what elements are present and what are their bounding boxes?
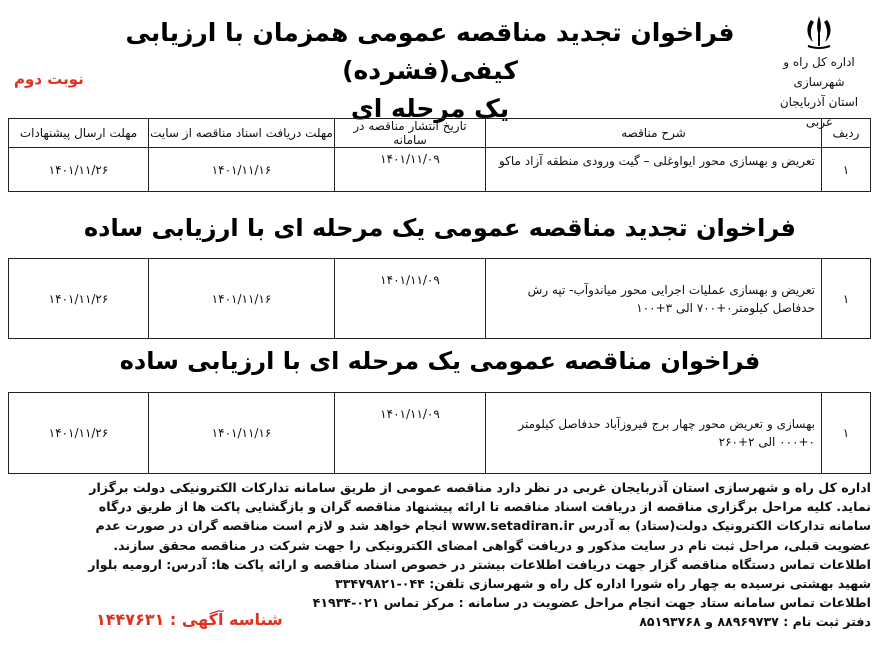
org-line-2: استان آذربایجان غربی bbox=[779, 95, 859, 129]
tender-description: بهسازی و تعریض محور چهار برج فیروزآباد حدفاصل کیلومتر ۰+۰۰۰ الی ۲+۲۶۰ bbox=[486, 393, 822, 474]
table-header-row bbox=[9, 119, 871, 148]
body-line: سامانه تدارکات الکترونیک دولت(ستاد) به آدرس www.setadiran.ir انجام خواهد شد و لازم است مناقصه گران در صورت عدم bbox=[95, 518, 871, 534]
section-3-title: فراخوان مناقصه عمومی یک مرحله ای با ارزیابی ساده bbox=[119, 347, 761, 375]
title-line-2: یک مرحله ای bbox=[350, 94, 510, 123]
announcement-body bbox=[10, 478, 871, 632]
tender-description: تعریض و بهسازی عملیات اجرایی محور میاندوآب- تپه رش حدفاصل کیلومتر۰+۷۰۰ الی ۳+۱۰۰ bbox=[486, 259, 822, 339]
header-cell: مهلت دریافت اسناد مناقصه از سایت bbox=[149, 119, 335, 148]
submit-deadline: ۱۴۰۱/۱۱/۲۶ bbox=[9, 148, 149, 192]
tender-description: تعریض و بهسازی محور ایواوغلی – گیت ورودی منطقه آزاد ماکو bbox=[486, 148, 822, 192]
ad-code: شناسه آگهی : ۱۴۴۷۶۳۱ bbox=[96, 610, 283, 629]
tender-table-1 bbox=[8, 118, 871, 192]
main-title bbox=[100, 14, 760, 128]
tender-table-2 bbox=[8, 258, 871, 339]
publish-date: ۱۴۰۱/۱۱/۰۹ bbox=[335, 393, 486, 474]
submit-deadline: ۱۴۰۱/۱۱/۲۶ bbox=[9, 259, 149, 339]
org-line-1: اداره کل راه و شهرسازی bbox=[783, 55, 855, 89]
section-2-title: فراخوان تجدید مناقصه عمومی یک مرحله ای با ارزیابی ساده bbox=[84, 214, 796, 242]
tender-table-3 bbox=[8, 392, 871, 474]
row-number: ۱ bbox=[822, 259, 871, 339]
body-line: نماید. کلیه مراحل برگزاری مناقصه از دریافت اسناد مناقصه تا ارائه پیشنهاد مناقصه گران و بازگشایی پاکت ها از طریق درگاه bbox=[98, 499, 871, 515]
table-row bbox=[9, 259, 871, 339]
body-line: اطلاعات تماس دستگاه مناقصه گزار جهت دریافت اطلاعات بیشتر در خصوص اسناد مناقصه و ارائه پاکت ها: آدرس: ارومیه بلوار bbox=[88, 556, 871, 572]
submit-deadline: ۱۴۰۱/۱۱/۲۶ bbox=[9, 393, 149, 474]
doc-deadline: ۱۴۰۱/۱۱/۱۶ bbox=[149, 148, 335, 192]
row-number: ۱ bbox=[822, 148, 871, 192]
body-line: اطلاعات تماس سامانه ستاد جهت انجام مراحل عضویت در سامانه : مرکز تماس ۰۲۱-۴۱۹۳۴ bbox=[312, 595, 871, 611]
doc-deadline: ۱۴۰۱/۱۱/۱۶ bbox=[149, 259, 335, 339]
body-line: اداره کل راه و شهرسازی استان آذربایجان غربی در نظر دارد مناقصه عمومی از طریق سامانه تدارکات الکترونیکی دولت برگزار bbox=[89, 480, 871, 495]
row-number: ۱ bbox=[822, 393, 871, 474]
table-row bbox=[9, 148, 871, 192]
publish-date: ۱۴۰۱/۱۱/۰۹ bbox=[335, 259, 486, 339]
doc-deadline: ۱۴۰۱/۱۱/۱۶ bbox=[149, 393, 335, 474]
publish-date: ۱۴۰۱/۱۱/۰۹ bbox=[335, 148, 486, 192]
body-line: دفتر ثبت نام : ۸۸۹۶۹۷۳۷ و ۸۵۱۹۳۷۶۸ bbox=[639, 614, 871, 630]
header-cell: تاریخ انتشار مناقصه در سامانه bbox=[335, 119, 486, 148]
header-cell: شرح مناقصه bbox=[486, 119, 822, 148]
header-cell: ردیف bbox=[822, 119, 871, 148]
body-line: شهید بهشتی نرسیده به چهار راه شورا اداره کل راه و شهرسازی تلفن: ۰۴۴-۳۳۴۷۹۸۲۱ bbox=[335, 576, 871, 592]
table-row bbox=[9, 393, 871, 474]
header-cell: مهلت ارسال پیشنهادات bbox=[9, 119, 149, 148]
iran-emblem-icon bbox=[802, 14, 836, 50]
round-label: نوبت دوم bbox=[14, 70, 84, 88]
body-line: عضویت قبلی، مراحل ثبت نام در سایت مذکور و دریافت گواهی امضای الکترونیکی را جهت شرکت در مناقصه محقق سازند. bbox=[113, 537, 871, 553]
title-line-1: فراخوان تجدید مناقصه عمومی همزمان با ارزیابی کیفی(فشرده) bbox=[125, 18, 735, 85]
